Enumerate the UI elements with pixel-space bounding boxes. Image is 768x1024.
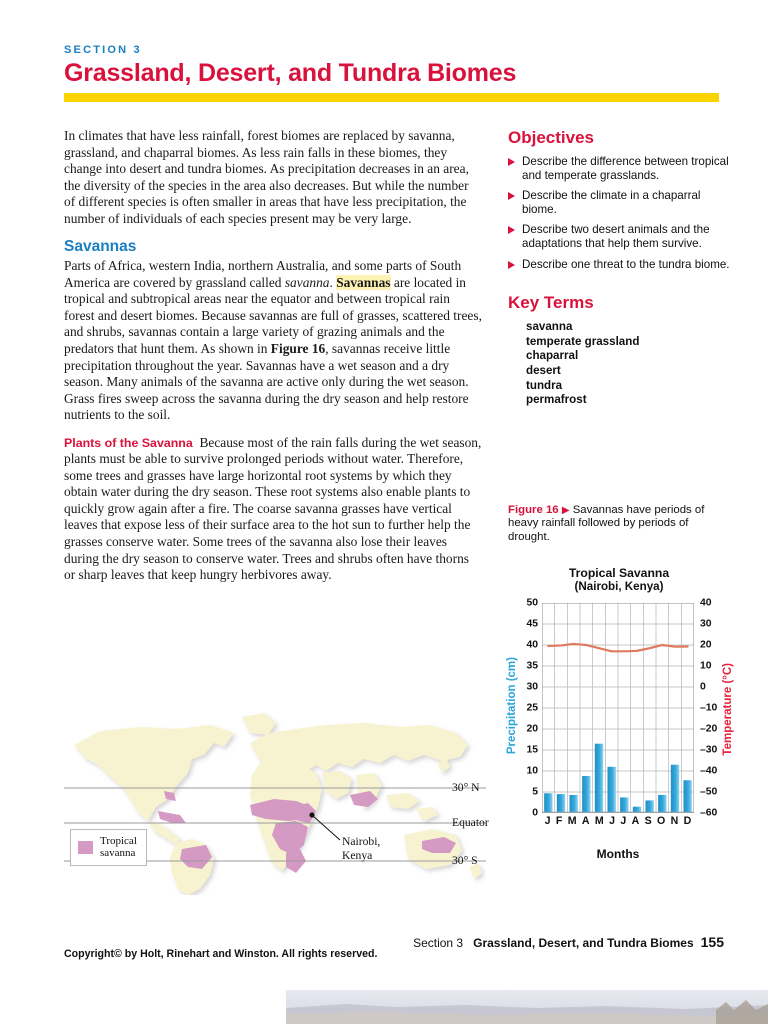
list-item: savanna <box>526 320 573 334</box>
y-tick-right: 30 <box>700 618 712 630</box>
sidebar-column <box>506 128 734 861</box>
y-tick-right: 20 <box>700 639 712 651</box>
savannas-text-b: . <box>329 274 337 290</box>
x-tick-label: F <box>555 814 563 827</box>
list-item: temperate grassland <box>526 334 640 348</box>
savannas-text-d: , savannas receive little precipitation throughout the year. Savannas have a wet season and a dry season. Many animals of the savanna are active only during the wet season. Grass fires sweep across the savanna during the dry season and help restore nutrients to the soil. <box>64 341 469 423</box>
footer-section: Section 3 <box>413 936 464 950</box>
x-tick-label: D <box>683 814 692 827</box>
list-item <box>508 223 730 250</box>
y-tick-right: 10 <box>700 660 712 672</box>
x-tick-label: M <box>594 814 604 827</box>
key-terms-list <box>508 320 730 408</box>
objectives-list <box>508 155 730 271</box>
figure-reference: Figure 16 <box>270 341 326 357</box>
savannas-paragraph <box>64 258 482 423</box>
y-axis-label-temperature: Temperature (°C) <box>722 662 734 756</box>
figure-caption-text: Savannas have periods of heavy rainfall followed by periods of drought. <box>508 503 705 543</box>
x-tick-label: S <box>644 814 652 827</box>
legend-label <box>100 835 137 860</box>
page-header <box>64 44 724 102</box>
y-tick-left: 5 <box>532 786 538 798</box>
plants-runin-heading: Plants of the Savanna <box>64 435 193 450</box>
x-tick-label: J <box>620 814 627 827</box>
world-map-figure <box>64 703 489 895</box>
y-tick-right: –10 <box>700 702 718 714</box>
x-axis-title: Months <box>596 846 640 861</box>
triangle-bullet-icon <box>508 192 515 200</box>
savannas-heading: Savannas <box>64 238 137 256</box>
legend-color-swatch <box>78 841 93 854</box>
y-axis-label-precipitation: Precipitation (cm) <box>506 656 518 755</box>
footer-title: Grassland, Desert, and Tundra Biomes <box>473 936 694 950</box>
callout-line2: Kenya <box>342 849 373 862</box>
y-tick-left: 35 <box>526 660 538 672</box>
y-tick-left: 50 <box>526 597 538 609</box>
y-tick-right: –50 <box>700 786 718 798</box>
y-tick-right: –20 <box>700 723 718 735</box>
list-item: desert <box>526 363 561 377</box>
x-tick-label: O <box>657 814 666 827</box>
triangle-bullet-icon <box>508 158 515 166</box>
map-label-30s: 30° S <box>452 854 478 867</box>
list-item <box>508 258 730 272</box>
y-tick-right: 40 <box>700 597 712 609</box>
savanna-photo-svg <box>286 990 768 1024</box>
y-tick-left: 30 <box>526 681 538 693</box>
map-callout-label <box>342 835 380 863</box>
climograph-figure <box>506 565 734 861</box>
y-tick-left: 15 <box>526 744 538 756</box>
caption-arrow-icon: ▶ <box>561 504 570 516</box>
page-number: 155 <box>700 934 724 950</box>
x-tick-label: A <box>631 814 640 827</box>
chart-svg <box>542 603 694 813</box>
callout-line1: Nairobi, <box>342 835 381 848</box>
key-terms-heading: Key Terms <box>508 293 594 313</box>
map-callout-leader <box>309 812 340 840</box>
savannas-text-c: are located in tropical and subtropical areas near the equator and between tropical rain forest and desert biomes. Because savannas are full of grasses, scattered trees, and shrubs, savannas contain a large variety of grazing animals and the predators that hunt them. As shown in <box>64 274 482 357</box>
x-tick-label: A <box>581 814 590 827</box>
chart-plot-area <box>506 597 734 861</box>
title-rule-divider <box>64 93 719 102</box>
section-kicker: SECTION 3 <box>64 44 142 56</box>
map-legend <box>70 829 147 866</box>
savanna-italic-term: savanna <box>284 274 330 290</box>
map-label-equator: Equator <box>452 816 489 829</box>
map-label-30n: 30° N <box>452 781 480 794</box>
triangle-bullet-icon <box>508 261 515 269</box>
page-title: Grassland, Desert, and Tundra Biomes <box>64 59 517 87</box>
objective-text: Describe two desert animals and the adaptations that help them survive. <box>522 223 710 250</box>
y-tick-right: –30 <box>700 744 718 756</box>
chart-subtitle: (Nairobi, Kenya) <box>574 579 664 593</box>
x-tick-label: M <box>567 814 577 827</box>
list-item <box>508 155 730 182</box>
y-tick-left: 20 <box>526 723 538 735</box>
world-map-svg <box>64 703 486 895</box>
main-text-column <box>64 128 482 595</box>
list-item <box>508 189 730 216</box>
y-tick-right: –60 <box>700 807 718 819</box>
x-tick-label: N <box>670 814 679 827</box>
y-tick-right: 0 <box>700 681 706 693</box>
objective-text: Describe one threat to the tundra biome. <box>522 257 730 271</box>
legend-label-line2: savanna <box>100 847 136 860</box>
intro-paragraph: In climates that have less rainfall, forest biomes are replaced by savanna, grassland, and chaparral biomes. As less rain falls in these biomes, they change into desert and tundra biomes. As precipitation decreases in an area, the diversity of the species in the area also decreases. But while the number of different species is often smaller in areas that have less precipitation, the number of individuals of each species present may be very large. <box>64 128 469 226</box>
copyright-notice: Copyright© by Holt, Rinehart and Winston. All rights reserved. <box>64 948 378 960</box>
list-item: permafrost <box>526 393 587 407</box>
objective-text: Describe the climate in a chaparral biome. <box>522 189 701 216</box>
savanna-photo-bleed <box>286 990 768 1024</box>
y-tick-left: 0 <box>532 807 538 819</box>
objectives-heading: Objectives <box>508 128 594 147</box>
x-axis-tick-labels <box>542 815 694 827</box>
y-tick-right: –40 <box>700 765 718 777</box>
y-tick-left: 10 <box>526 765 538 777</box>
savannas-text-a: Parts of Africa, western India, northern Australia, and some parts of South America are covered by grassland called <box>64 258 462 290</box>
plants-of-savanna-paragraph <box>64 435 482 584</box>
figure-caption <box>508 504 730 544</box>
highlighted-key-term: Savannas <box>336 274 391 290</box>
figure-label: Figure 16 <box>508 503 559 516</box>
y-tick-left: 40 <box>526 639 538 651</box>
plants-body-text: Because most of the rain falls during the wet season, plants must be able to survive prolonged periods without water. Therefore, some trees and grasses have large horizontal root systems by which they obtain water during the dry season. These root systems also enable plants to quickly grow again after a fire. The coarse savanna grasses have vertical leaves that expose less of their surface area to the hot sun to further help the grasses conserve water. Some trees of the savanna also lose their leaves during the dry season to conserve water. Trees and shrubs often have thorns or sharp leaves that keep hungry herbivores away. <box>64 434 482 583</box>
legend-label-line1: Tropical <box>100 835 137 847</box>
triangle-bullet-icon <box>508 226 515 234</box>
chart-title: Tropical Savanna <box>568 565 670 580</box>
objective-text: Describe the difference between tropical and temperate grasslands. <box>522 155 729 182</box>
y-tick-left: 45 <box>526 618 538 630</box>
x-tick-label: J <box>544 814 551 827</box>
list-item: tundra <box>526 378 563 392</box>
y-tick-left: 25 <box>526 702 538 714</box>
x-tick-label: J <box>609 814 615 827</box>
list-item: chaparral <box>526 349 579 363</box>
